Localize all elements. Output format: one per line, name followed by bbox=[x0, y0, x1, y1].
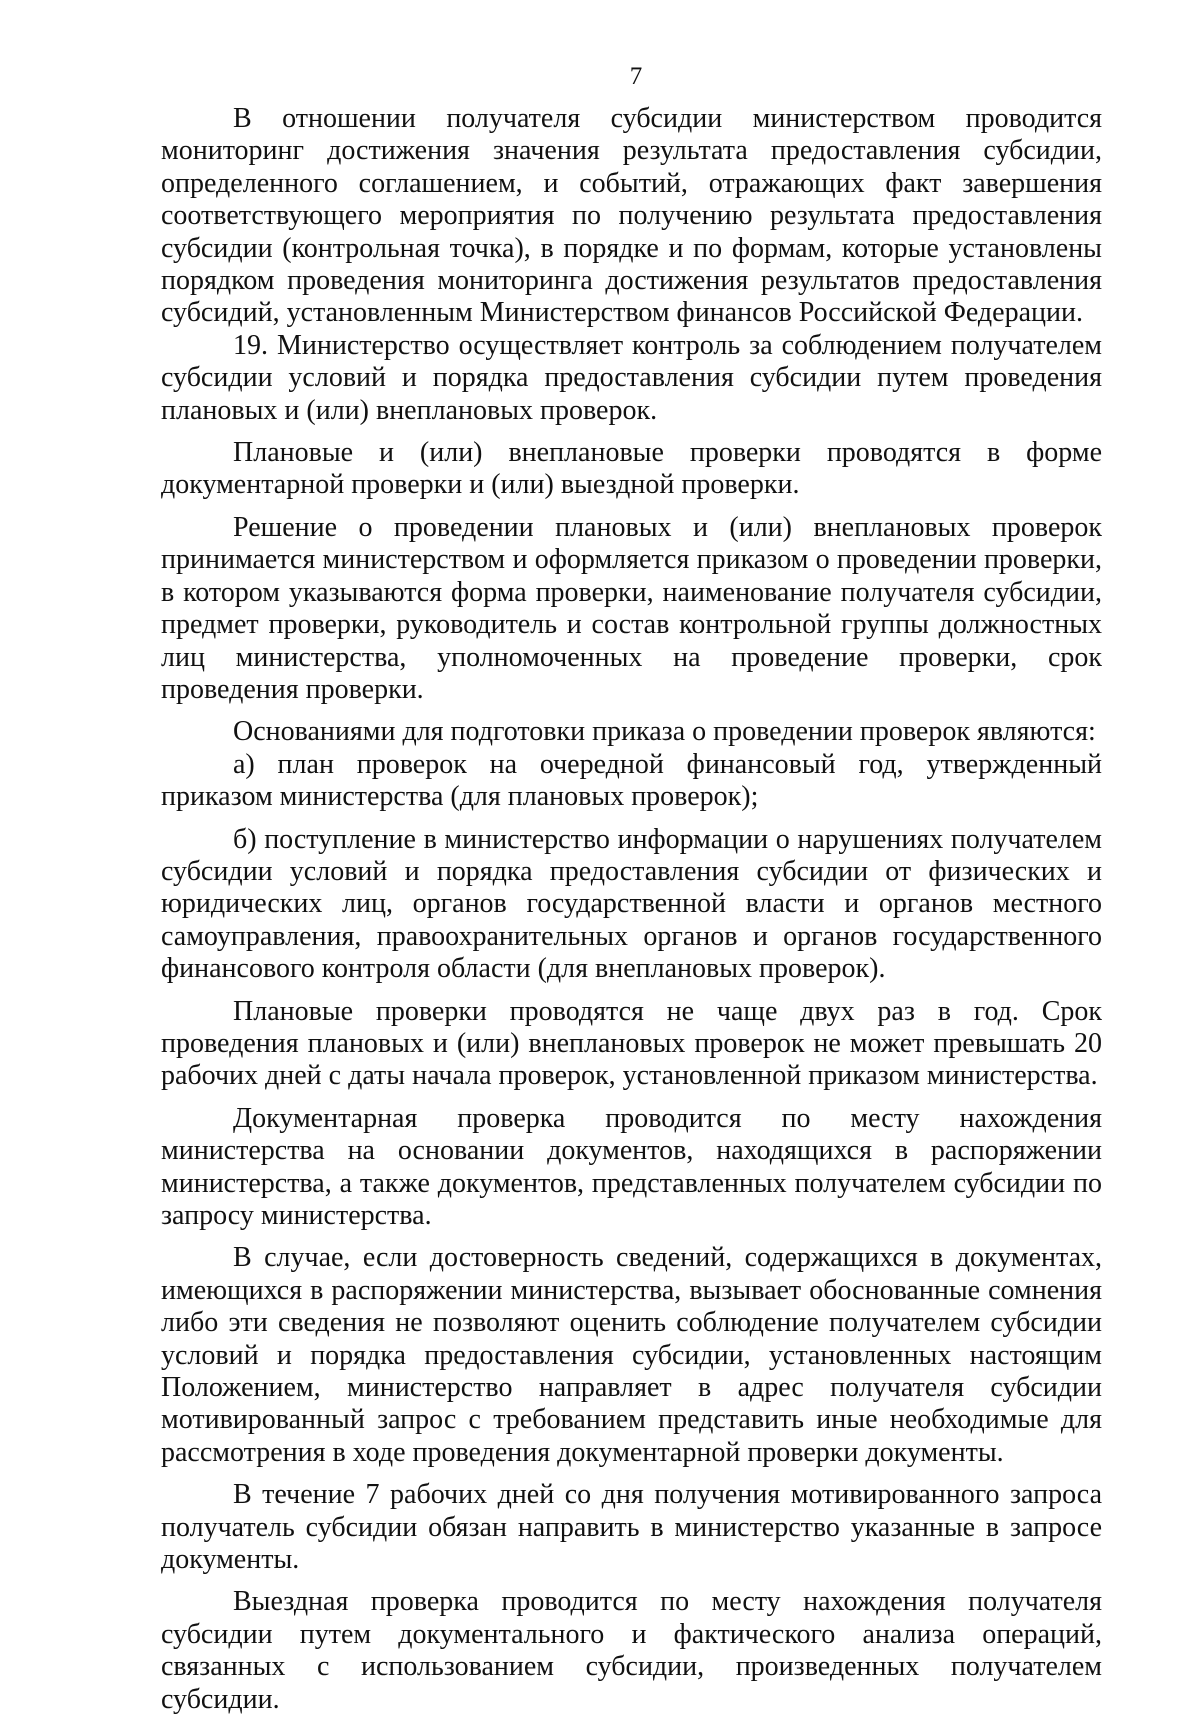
paragraph-documentary-inspection: Документарная проверка проводится по месту нахождения министерства на основании документов, находящихся в распоряжении министерства, а также документов, представленных получателем субсидии по запросу министерства. bbox=[161, 1102, 1102, 1231]
paragraph-item-a: а) план проверок на очередной финансовый год, утвержденный приказом министерства (для плановых проверок); bbox=[161, 748, 1102, 813]
page-number: 7 bbox=[629, 63, 643, 90]
paragraph-monitoring: В отношении получателя субсидии министерством проводится мониторинг достижения значения результата предоставления субсидии, определенного соглашением, и событий, отражающих факт завершения соответствующего мероприятия по получению результата предоставления субсидии (контрольная точка), в порядке и по формам, которые установлены порядком проведения мониторинга достижения результатов предоставления субсидий, установленным Министерством финансов Российской Федерации. bbox=[161, 103, 1102, 329]
paragraph-response-deadline: В течение 7 рабочих дней со дня получения мотивированного запроса получатель субсидии обязан направить в министерство указанные в запросе документы. bbox=[161, 1479, 1102, 1576]
paragraph-grounds: Основаниями для подготовки приказа о проведении проверок являются: bbox=[233, 716, 1096, 748]
paragraph-frequency: Плановые проверки проводятся не чаще двух раз в год. Срок проведения плановых и (или) внеплановых проверок не может превышать 20 рабочих дней с даты начала проверок, установленной приказом министерства. bbox=[161, 995, 1102, 1092]
paragraph-inspection-forms: Плановые и (или) внеплановые проверки проводятся в форме документарной проверки и (или) выездной проверки. bbox=[161, 437, 1102, 501]
document-body bbox=[161, 103, 1102, 1716]
paragraph-reasoned-request: В случае, если достоверность сведений, содержащихся в документах, имеющихся в распоряжении министерства, вызывает обоснованные сомнения либо эти сведения не позволяют оценить соблюдение получателем субсидии условий и порядка предоставления субсидии, установленных настоящим Положением, министерство направляет в адрес получателя субсидии мотивированный запрос с требованием представить иные необходимые для рассмотрения в ходе проведения документарной проверки документы. bbox=[161, 1242, 1102, 1468]
paragraph-field-inspection: Выездная проверка проводится по месту нахождения получателя субсидии путем документального и фактического анализа операций, связанных с использованием субсидии, произведенных получателем субсидии. bbox=[161, 1586, 1102, 1715]
paragraph-inspection-decision: Решение о проведении плановых и (или) внеплановых проверок принимается министерством и оформляется приказом о проведении проверки, в котором указываются форма проверки, наименование получателя субсидии, предмет проверки, руководитель и состав контрольной группы должностных лиц министерства, уполномоченных на проведение проверки, срок проведения проверки. bbox=[161, 511, 1102, 705]
paragraph-19-control: 19. Министерство осуществляет контроль за соблюдением получателем субсидии условий и порядка предоставления субсидии путем проведения плановых и (или) внеплановых проверок. bbox=[161, 329, 1102, 426]
paragraph-item-b: б) поступление в министерство информации о нарушениях получателем субсидии условий и порядка предоставления субсидии от физических и юридических лиц, органов государственной власти и органов местного самоуправления, правоохранительных органов и органов государственного финансового контроля области (для внеплановых проверок). bbox=[161, 823, 1102, 985]
